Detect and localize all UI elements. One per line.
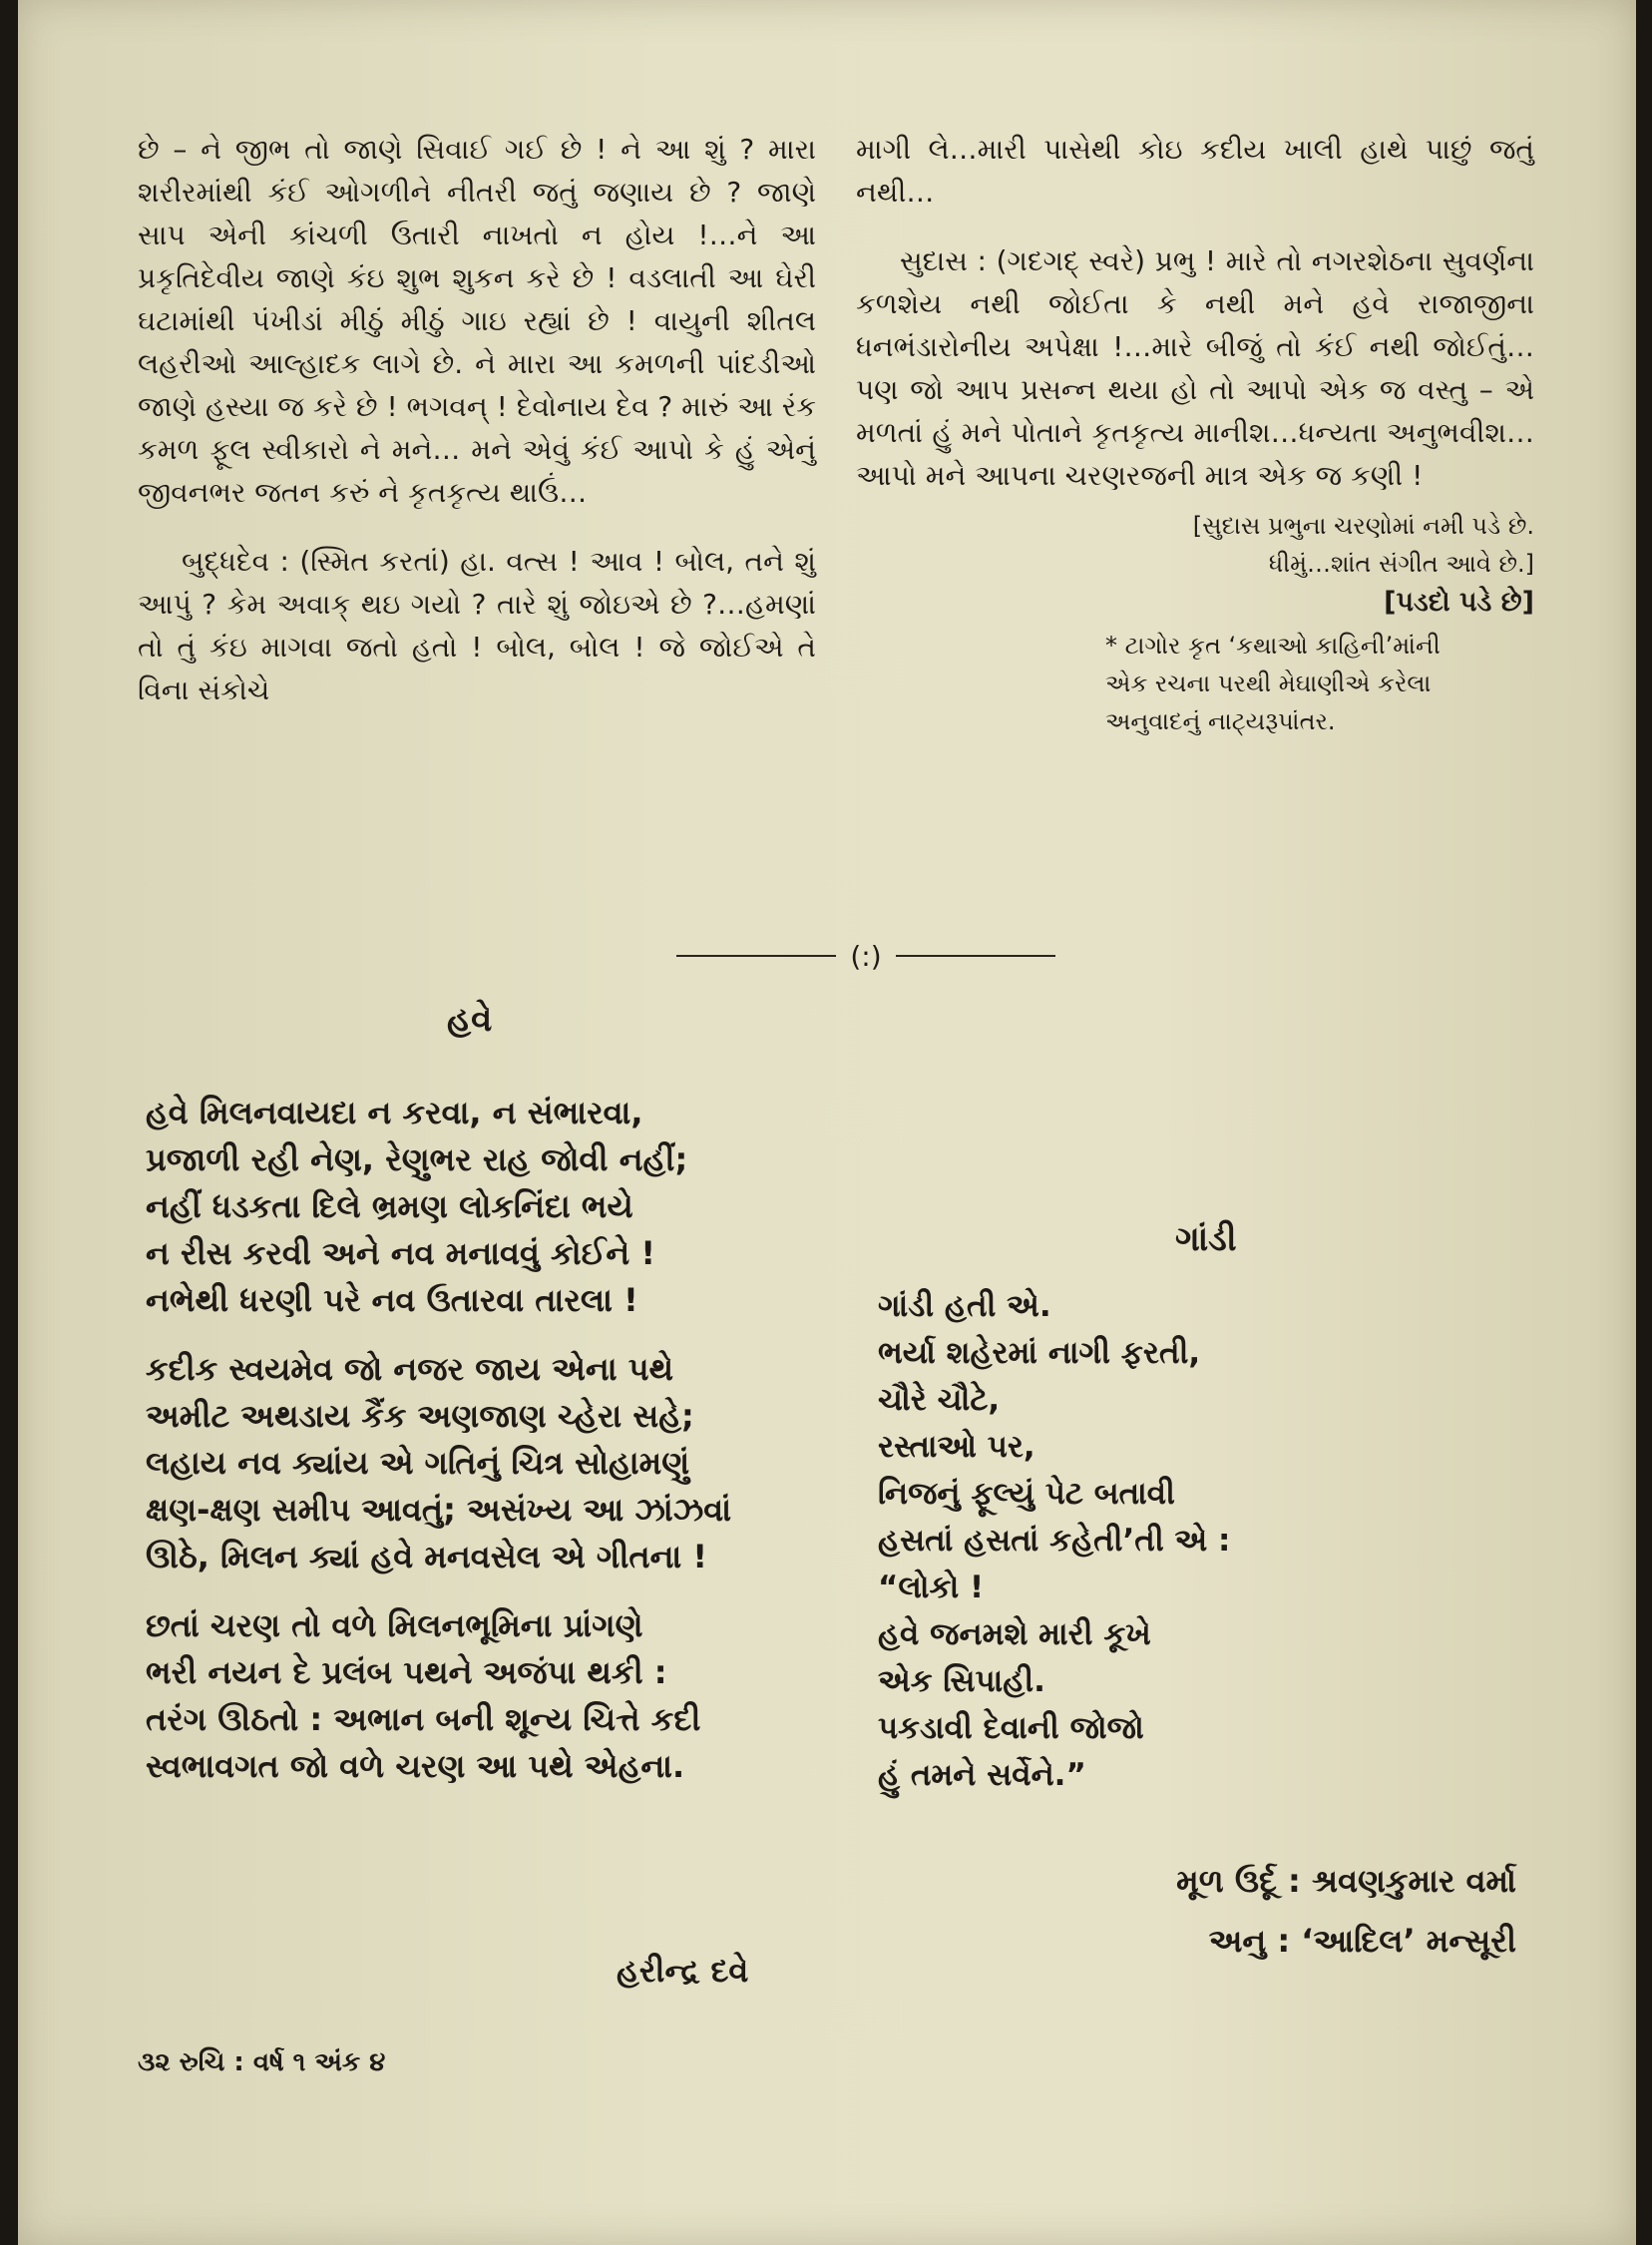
stage-direction: ધીમું…શાંત સંગીત આવે છે.] (1268, 550, 1534, 578)
divider-line (896, 955, 1055, 957)
poem-line: નભેથી ધરણી પરે નવ ઉતારવા તારલા ! (146, 1281, 638, 1319)
poem-line: નહીં ધડકતા દિલે ભ્રમણ લોકનિંદા ભયે (146, 1187, 633, 1225)
poem-line: ન રીસ કરવી અને નવ મનાવવું કોઈને ! (146, 1234, 655, 1272)
poem-line: તરંગ ઊઠતો : અભાન બની શૂન્ય ચિત્તે કદી (146, 1700, 701, 1738)
poem-gandi (878, 1283, 1230, 1799)
poem-line: અમીટ અથડાય કૈંક અણજાણ ચ્હેરા સહે; (146, 1397, 694, 1435)
poem-line: રસ્તાઓ પર, (878, 1429, 1035, 1465)
poem-line: ચૌરે ચૌટે, (878, 1382, 1001, 1418)
prose-paragraph: માગી લે…મારી પાસેથી કોઇ કદીય ખાલી હાથે પાછું જતું નથી… (856, 133, 1534, 209)
poem-line: હસતાં હસતાં કહેતી’તી એ : (878, 1523, 1231, 1559)
right-prose-column (856, 128, 1534, 740)
prose-paragraph: છે – ને જીભ તો જાણે સિવાઈ ગઈ છે ! ને આ શું ? મારા શરીરમાંથી કંઈ ઓગળીને નીતરી જતું જણાય છે ? જાણે સાપ એની કાંચળી ઉતારી નાખતો ન હોય !…ને આ પ્રકૃતિદેવીય જાણે કંઇ શુભ શુકન કરે છે ! વડલાતી આ ઘેરી ઘટામાંથી પંખીડાં મીઠું મીઠું ગાઇ રહ્યાં છે ! વાયુની શીતલ લહરીઓ આલ્હાદક લાગે છે. ને મારા આ કમળની પાંદડીઓ જાણે હસ્યા જ કરે છે ! ભગવન્ ! દેવોનાય દેવ ? મારું આ રંક કમળ ફૂલ સ્વીકારો ને મને… મને એવું કંઈ આપો કે હું એનું જીવનભર જતન કરું ને કૃતકૃત્ય થાઉં… (138, 133, 816, 509)
prose-paragraph: સુદાસ : (ગદગદ્ સ્વરે) પ્રભુ ! મારે તો નગરશેઠના સુવર્ણના કળશેય નથી જોઈતા કે નથી મને હવે રાજાજીના ધનભંડારોનીય અપેક્ષા !…મારે બીજું તો કંઈ નથી જોઈતું…પણ જો આપ પ્રસન્ન થયા હો તો આપો એક જ વસ્તુ – એ મળતાં હું મને પોતાને કૃતકૃત્ય માનીશ…ધન્યતા અનુભવીશ…આપો મને આપના ચરણરજની માત્ર એક જ કણી ! (856, 244, 1534, 492)
poem-line: હું તમને સર્વેને.” (878, 1757, 1086, 1793)
stage-direction: [સુદાસ પ્રભુના ચરણોમાં નમી પડે છે. (1192, 512, 1534, 540)
footnote-line: * ટાગોર કૃત ‘કથાઓ કાહિની’માંની (1105, 632, 1441, 660)
curtain-note: [પડદો પડે છે] (1384, 587, 1534, 618)
poem-line: પ્રજાળી રહી નેણ, રેણુભર રાહ જોવી નહીં; (146, 1140, 688, 1178)
poem-line: ઊઠે, મિલન ક્યાં હવે મનવસેલ એ ગીતના ! (146, 1538, 708, 1575)
magazine-page (18, 0, 1636, 2245)
section-divider (676, 934, 1055, 978)
poem-line: લહાય નવ ક્યાંય એ ગતિનું ચિત્ર સોહામણું (146, 1444, 690, 1482)
poem-line: કદીક સ્વયમેવ જો નજર જાય એના પથે (146, 1350, 674, 1388)
poem-line: સ્વભાવગત જો વળે ચરણ આ પથે એહના. (146, 1747, 685, 1785)
original-credit: મૂળ ઉર્દૂ : શ્રવણકુમાર વર્મા (1176, 1862, 1516, 1900)
poem-title: હવે (447, 1000, 493, 1040)
poem-line: હવે મિલનવાયદા ન કરવા, ન સંભારવા, (146, 1094, 643, 1131)
left-prose-column (138, 128, 816, 711)
page-footer: ૩૨ રુચિ : વર્ષ ૧ અંક ૪ (138, 2047, 386, 2077)
poem-line: એક સિપાહી. (878, 1663, 1045, 1699)
poem-line: પકડાવી દેવાની જોજો (878, 1710, 1144, 1746)
poem-line: ક્ષણ-ક્ષણ સમીપ આવતું; અસંખ્ય આ ઝાંઝવાં (146, 1491, 732, 1529)
divider-mark: (:) (850, 939, 882, 973)
poem-line: ભરી નયન દે પ્રલંબ પથને અજંપા થકી : (146, 1653, 667, 1691)
poem-author: હરીન્દ્ર દવે (617, 1952, 749, 1990)
poem-line: ભર્યા શહેરમાં નાગી ફરતી, (878, 1335, 1201, 1371)
poem-line: ગાંડી હતી એ. (878, 1288, 1051, 1324)
footnote-line: એક રચના પરથી મેઘાણીએ કરેલા (1105, 670, 1432, 697)
poem-line: નિજનું ફૂલ્યું પેટ બતાવી (878, 1476, 1175, 1512)
poem-line: “લોકો ! (878, 1570, 985, 1605)
footnote-line: અનુવાદનું નાટ્યરૂપાંતર. (1105, 707, 1336, 735)
translation-credit: અનુ : ‘આદિલ’ મન્સૂરી (1208, 1922, 1516, 1960)
poem-title: ગાંડી (1175, 1219, 1237, 1259)
poem-havey (146, 1090, 731, 1790)
divider-line (676, 955, 836, 957)
prose-paragraph: બુદ્ધદેવ : (સ્મિત કરતાં) હા. વત્સ ! આવ ! બોલ, તને શું આપું ? કેમ અવાક્ થઇ ગયો ? તારે શું જોઇએ છે ?…હમણાં તો તું કંઇ માગવા જતો હતો ! બોલ, બોલ ! જે જોઈએ તે વિના સંકોચે (138, 545, 816, 706)
poem-line: હવે જનમશે મારી કૂખે (878, 1616, 1151, 1652)
poem-line: છતાં ચરણ તો વળે મિલનભૂમિના પ્રાંગણે (146, 1606, 643, 1644)
footnote (1105, 627, 1534, 740)
